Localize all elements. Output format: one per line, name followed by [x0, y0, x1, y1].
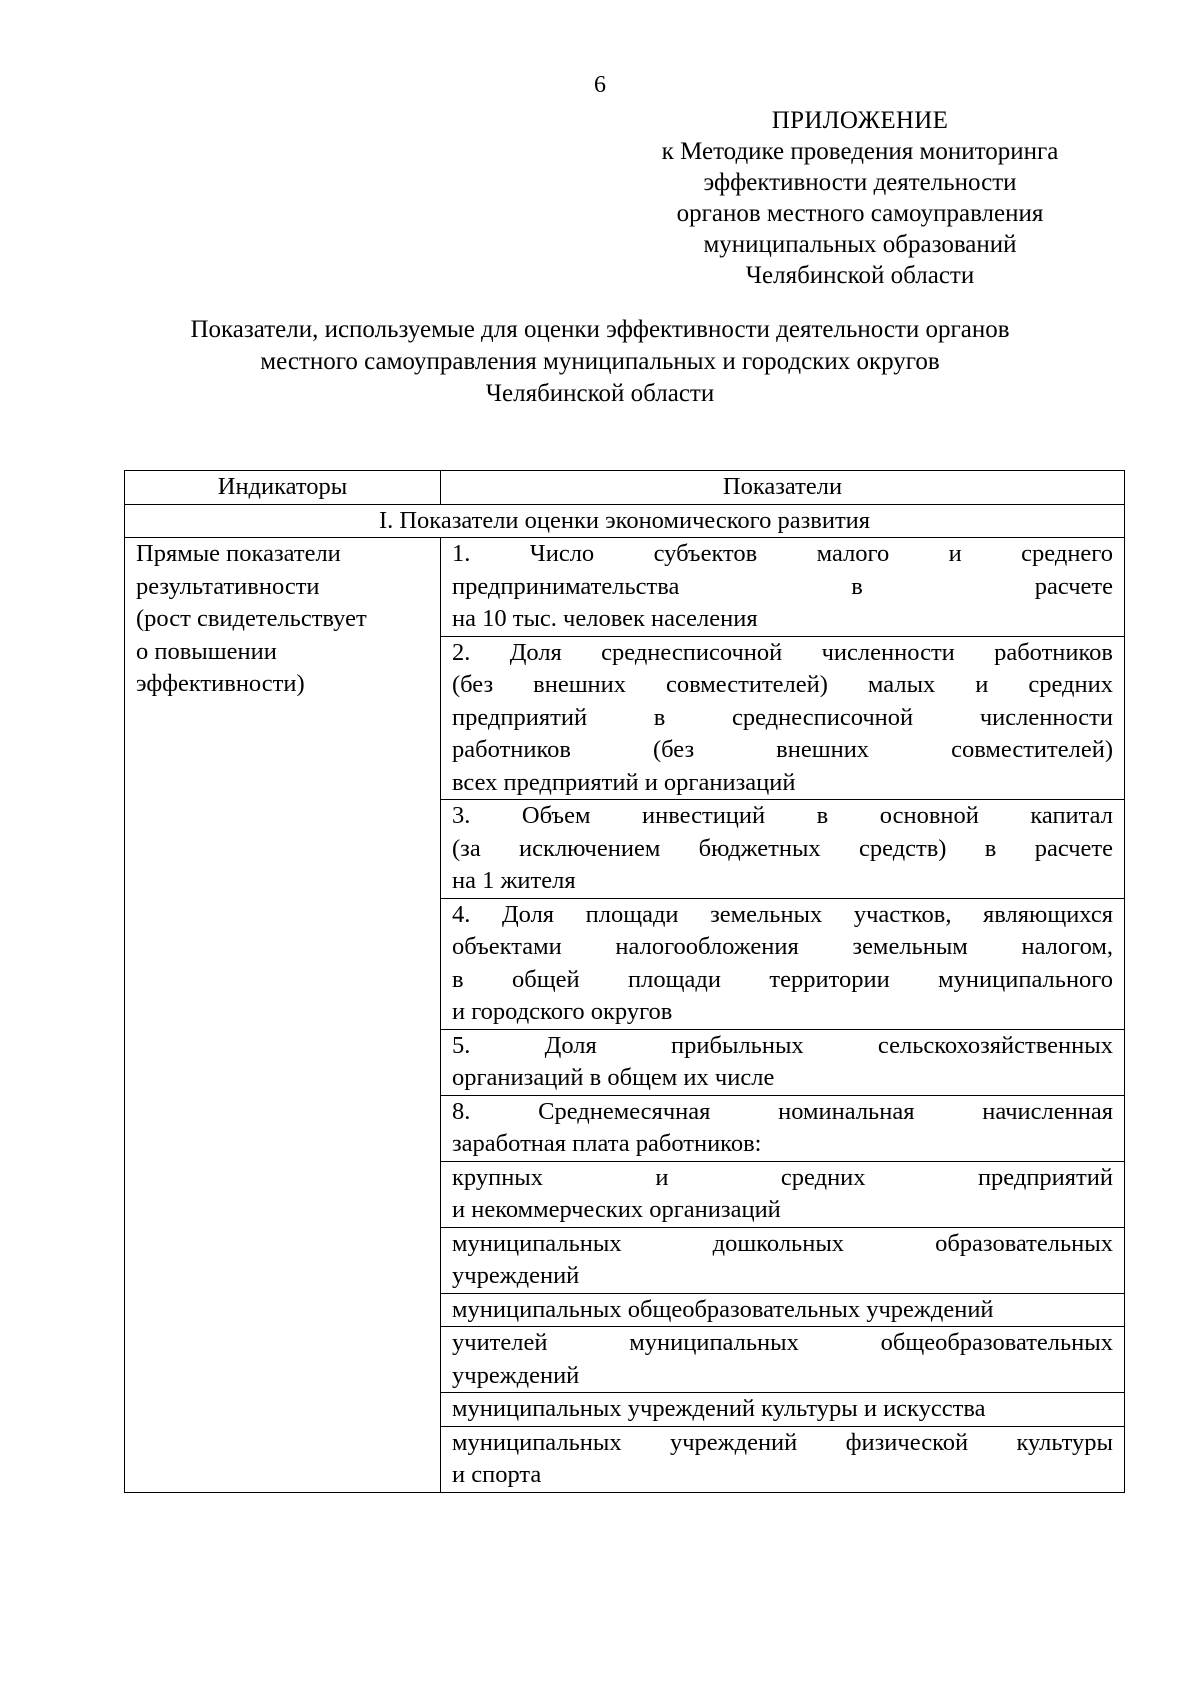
metric-cell [441, 1161, 1125, 1227]
metric-line: муниципальных дошкольных образовательных [452, 1229, 1113, 1257]
appendix-title: ПРИЛОЖЕНИЕ [771, 107, 949, 134]
column-header-indicators: Индикаторы [125, 471, 441, 505]
metric-cell [441, 538, 1125, 637]
document-title-line: Показатели, используемые для оценки эффективности деятельности органов [190, 316, 1010, 343]
section-title: I. Показатели оценки экономического развития [125, 504, 1125, 538]
document-title [120, 314, 1080, 410]
metric-line: учителей муниципальных общеобразовательных [452, 1329, 1113, 1356]
metric-line: (без внешних совместителей) малых и средних [452, 671, 1113, 698]
metric-line: 3. Объем инвестиций в основной капитал [452, 802, 1113, 829]
indicator-line: о повышении [136, 637, 277, 665]
metric-line: 8. Среднемесячная номинальная начисленная [452, 1097, 1113, 1125]
metric-line: и некоммерческих организаций [452, 1196, 781, 1223]
column-header-metrics: Показатели [441, 471, 1125, 505]
metric-line: объектами налогообложения земельным налогом, [452, 933, 1113, 960]
appendix-line: к Методике проведения мониторинга [661, 138, 1059, 165]
metric-line: всех предприятий и организаций [452, 768, 796, 796]
appendix-line: муниципальных образований [703, 231, 1017, 258]
metric-cell [441, 636, 1125, 800]
metric-line: учреждений [452, 1262, 580, 1289]
table-row [125, 538, 1125, 637]
metric-line: муниципальных учреждений физической культуры [452, 1428, 1113, 1456]
metric-line: работников (без внешних совместителей) [452, 736, 1113, 763]
appendix-line: органов местного самоуправления [676, 200, 1044, 227]
metric-cell [441, 1327, 1125, 1393]
metric-line: 5. Доля прибыльных сельскохозяйственных [452, 1031, 1113, 1059]
metric-line: муниципальных общеобразовательных учреждений [452, 1295, 994, 1323]
indicator-line: эффективности) [136, 670, 305, 697]
metric-line: и спорта [452, 1461, 542, 1488]
metric-line: 4. Доля площади земельных участков, являющихся [452, 900, 1113, 928]
metric-cell [441, 1393, 1125, 1427]
table-header-row [125, 471, 1125, 505]
metric-line: предпринимательства в расчете [452, 572, 1113, 600]
document-title-line: Челябинской области [485, 380, 715, 407]
metric-line: крупных и средних предприятий [452, 1163, 1113, 1191]
appendix-line: Челябинской области [745, 262, 975, 289]
metric-line: на 10 тыс. человек населения [452, 605, 758, 632]
metric-line: (за исключением бюджетных средств) в расчете [452, 834, 1113, 862]
metric-line: 2. Доля среднесписочной численности работников [452, 638, 1113, 666]
indicator-line: (рост свидетельствует [136, 605, 367, 632]
metric-line: заработная плата работников: [452, 1130, 762, 1157]
section-row [125, 504, 1125, 538]
metric-cell [441, 1029, 1125, 1095]
metric-line: предприятий в среднесписочной численности [452, 703, 1113, 731]
metric-line: 1. Число субъектов малого и среднего [452, 540, 1113, 567]
page-number: 6 [594, 72, 606, 98]
appendix-line: эффективности деятельности [703, 169, 1017, 196]
metric-line: учреждений [452, 1361, 580, 1389]
metric-cell [441, 1227, 1125, 1293]
metric-cell [441, 898, 1125, 1029]
indicator-line: Прямые показатели [136, 540, 341, 567]
indicator-line: результативности [136, 572, 320, 600]
metric-cell [441, 1095, 1125, 1161]
indicator-cell [125, 538, 441, 1493]
metric-line: на 1 жителя [452, 867, 576, 894]
metric-line: в общей площади территории муниципального [452, 965, 1113, 993]
metric-line: муниципальных учреждений культуры и искусства [452, 1395, 986, 1422]
indicators-table [124, 470, 1125, 1493]
appendix-block [640, 105, 1080, 291]
metric-cell [441, 800, 1125, 899]
metric-line: организаций в общем их числе [452, 1064, 775, 1091]
metric-cell [441, 1293, 1125, 1327]
document-title-line: местного самоуправления муниципальных и городских округов [260, 348, 940, 375]
metric-cell [441, 1426, 1125, 1492]
metric-line: и городского округов [452, 998, 673, 1025]
